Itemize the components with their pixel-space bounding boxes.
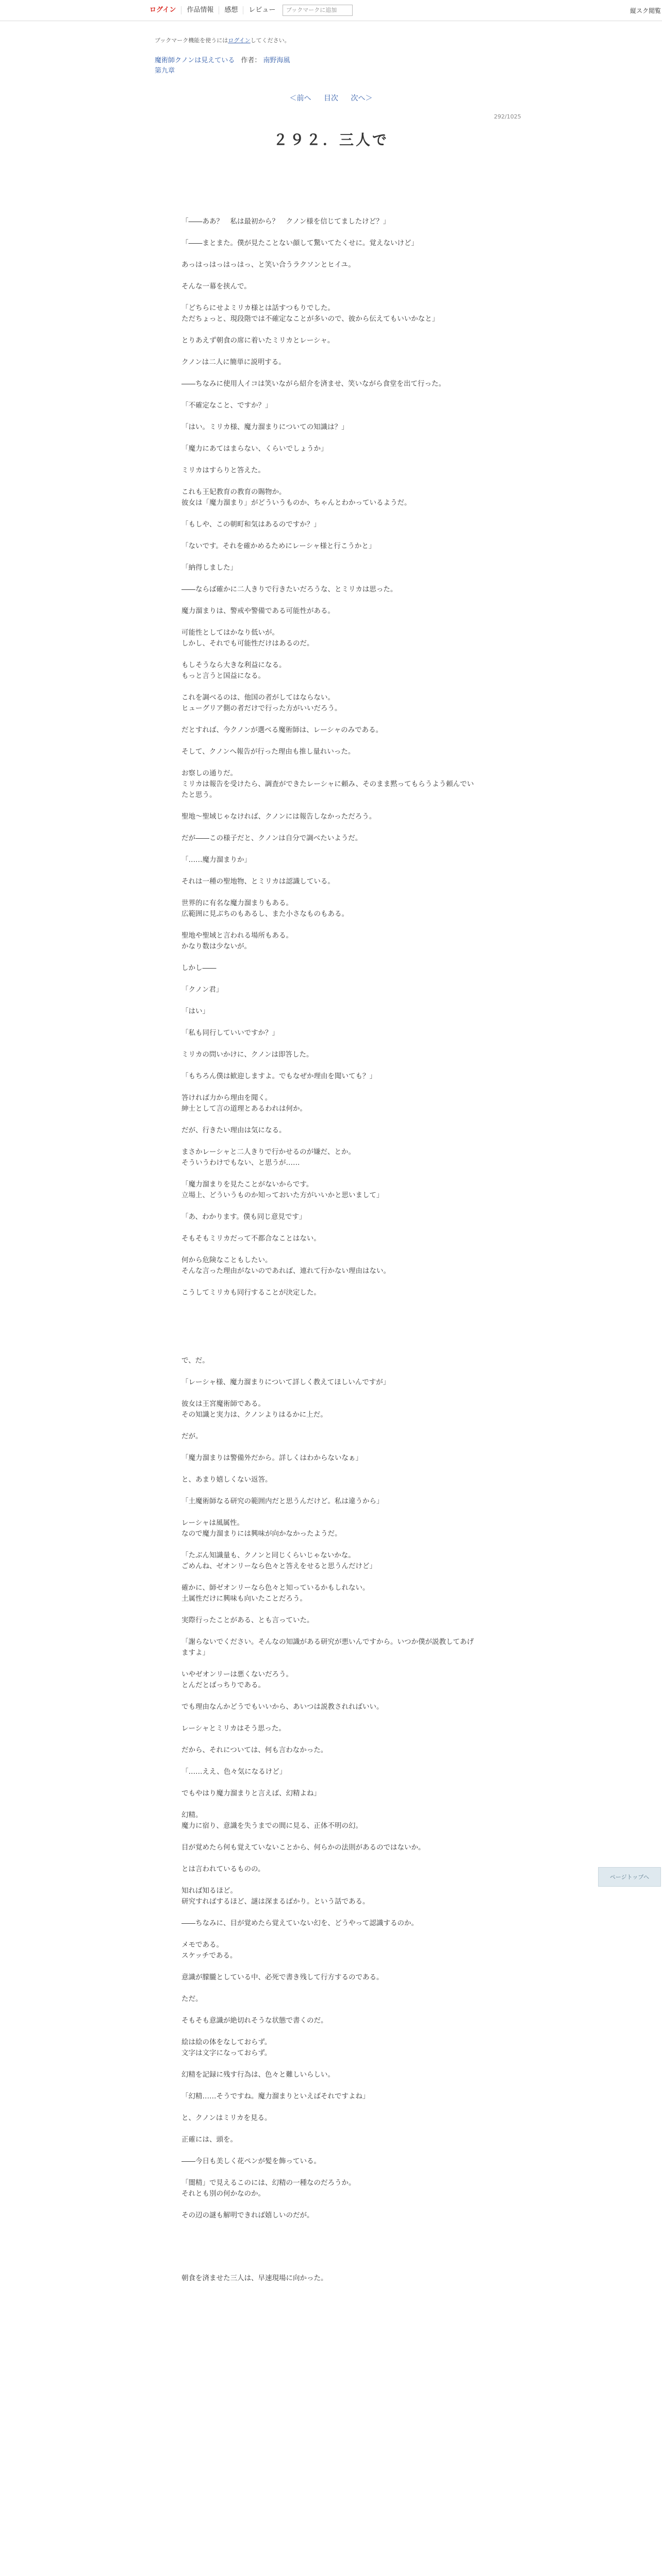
- body-paragraph: だが。: [181, 1432, 203, 1440]
- body-paragraph: 「はい」: [181, 1007, 209, 1015]
- body-paragraph: 「謝らないでください。そんなの知識がある研究が悪いんですから。いつか僕が説教してあげますよ」: [181, 1638, 474, 1657]
- chapter-group-label: 第九章: [155, 67, 175, 75]
- impressions-link[interactable]: 感想: [219, 6, 243, 14]
- body-paragraph: いやゼオンリーは悪くないだろう。 とんだとばっちりである。: [181, 1670, 293, 1689]
- body-paragraph: ミリカはすらりと答えた。: [181, 466, 265, 474]
- body-paragraph: 「はい。ミリカ様、魔力溜まりについての知識は？」: [181, 423, 349, 431]
- next-chapter-link[interactable]: 次へ＞: [351, 94, 373, 103]
- section-spacer: [181, 1309, 481, 1355]
- body-paragraph: 幻精。 魔力に宿り、意識を失うまでの間に見る、正体不明の幻。: [181, 1811, 362, 1830]
- body-paragraph: ――ならば確かに二人きりで行きたいだろうな、とミリカは思った。: [181, 585, 398, 594]
- body-paragraph: クノンは二人に簡単に説明する。: [181, 358, 286, 366]
- body-section-3: [181, 2273, 481, 2284]
- body-paragraph: 「魔力溜まりを見たことがないからです。 立場上、どういうものか知っておいた方がいいかと思いまして」: [181, 1180, 384, 1199]
- body-paragraph: 「たぶん知識量も、クノンと同じくらいじゃないかな。 ごめんね、ゼオンリーなら色々と答えをせると思うんだけど」: [181, 1551, 376, 1570]
- body-paragraph: 彼女は王宮魔術師である。 その知識と実力は、クノンよりはるかに上だ。: [181, 1400, 327, 1419]
- body-paragraph: 絵は絵の体をなしておらず。 文字は文字になっておらず。: [181, 2038, 272, 2057]
- body-paragraph: 「納得しました」: [181, 564, 237, 572]
- author-link[interactable]: 南野海風: [263, 57, 290, 64]
- bookmark-add-button[interactable]: ブックマークに追加: [283, 5, 353, 16]
- body-paragraph: 可能性としてはかなり低いが。 しかし、それでも可能性だけはあるのだ。: [181, 629, 314, 648]
- body-paragraph: 「……魔力溜まりか」: [181, 856, 251, 864]
- login-link[interactable]: ログイン: [144, 6, 181, 14]
- chapter-body: [181, 216, 481, 2295]
- body-paragraph: 「あ、わかります。僕も同じ意見です」: [181, 1213, 306, 1221]
- notice-text-after: してください。: [250, 37, 290, 44]
- body-paragraph: 朝食を済ませた三人は、早速現場に向かった。: [181, 2274, 328, 2282]
- bookmark-notice: [155, 36, 290, 44]
- body-paragraph: 「私も同行していいですか？」: [181, 1029, 279, 1037]
- body-paragraph: もしそうなら大きな利益になる。 もっと言うと国益になる。: [181, 661, 286, 680]
- body-paragraph: 幻精を記録に残す行為は、色々と難しいらしい。: [181, 2071, 335, 2079]
- body-paragraph: 意識が朦朧としている中、必死で書き残して行方するのである。: [181, 1973, 384, 1981]
- author-label: 作者：: [241, 57, 261, 64]
- body-paragraph: 「闇精」で見えるこのには、幻精の一種なのだろうか。 それとも別の何かなのか。: [181, 2179, 356, 2198]
- body-paragraph: とは言われているものの。: [181, 1865, 265, 1873]
- body-paragraph: 「……ええ、色々気になるけど」: [181, 1768, 287, 1776]
- body-paragraph: 「レーシャ様、魔力溜まりについて詳しく教えてほしいんですが」: [181, 1378, 390, 1386]
- body-paragraph: それは一種の聖地物、とミリカは認識している。: [181, 877, 335, 886]
- body-section-1: [181, 216, 481, 1298]
- body-paragraph: レーシャは風属性。 なので魔力溜まりには興味が向かなかったようだ。: [181, 1519, 342, 1538]
- breadcrumb: [155, 55, 290, 64]
- body-paragraph: だから、それについては、何も言わなかった。: [181, 1746, 328, 1754]
- body-paragraph: 答ければ力から理由を聞く。 紳士として言の道理とあるわれは何か。: [181, 1094, 307, 1113]
- body-paragraph: ミリカの問いかけに、クノンは即答した。: [181, 1050, 313, 1059]
- body-paragraph: その辺の謎も解明できれば嬉しいのだが。: [181, 2211, 314, 2219]
- notice-text-before: ブックマーク機能を使うには: [155, 37, 228, 44]
- body-paragraph: 聖地～聖域じゃなければ、クノンには報告しなかっただろう。: [181, 812, 376, 821]
- body-paragraph: 「クノン君」: [181, 986, 223, 994]
- body-paragraph: だが、行きたい理由は気になる。: [181, 1126, 286, 1134]
- work-info-link[interactable]: 作品情報: [181, 6, 219, 14]
- body-paragraph: 「どちらにせよミリカ様とは話すつもりでした。 ただちょっと、現段階では不確定なことが多いので、彼から伝えてもいいかなと」: [181, 304, 439, 323]
- body-paragraph: 「ないです。それを確かめるためにレーシャ様と行こうかと」: [181, 542, 376, 550]
- body-paragraph: で、だ。: [181, 1357, 209, 1365]
- page-top-button[interactable]: ページトップへ: [598, 1867, 661, 1887]
- prev-chapter-link[interactable]: ＜前へ: [289, 94, 311, 103]
- body-paragraph: 「もしや、この朝町和気はあるのですか？」: [181, 520, 321, 529]
- body-paragraph: そもそもミリカだって不都合なことはない。: [181, 1234, 321, 1243]
- body-paragraph: とりあえず朝食の席に着いたミリカとレーシャ。: [181, 336, 335, 345]
- page-number: 292/1025: [494, 113, 521, 120]
- body-paragraph: ――ちなみに、目が覚めたら覚えていない幻を、どうやって認識するのか。: [181, 1919, 418, 1927]
- toc-link[interactable]: 目次: [324, 94, 338, 103]
- series-title-link[interactable]: 魔術師クノンは見えている: [155, 57, 235, 64]
- body-paragraph: 「――ああ？ 私は最初から？ クノン様を信じてましたけど？」: [181, 217, 390, 226]
- body-paragraph: 知れば知るほど。 研究すればするほど、謎は深まるばかり。という話である。: [181, 1887, 370, 1906]
- body-paragraph: そもそも意識が絶切れそうな状態で書くのだ。: [181, 2016, 328, 2025]
- body-paragraph: 「――まとまた。僕が見たことない顔して驚いてたくせに。覚えないけど」: [181, 239, 418, 247]
- body-paragraph: あっはっはっはっはっ、と笑い合うラクソンとヒイユ。: [181, 261, 355, 269]
- body-paragraph: 聖地や聖域と言われる場所もある。 かなり数は少ないが。: [181, 931, 293, 951]
- body-paragraph: お察しの通りだ。 ミリカは報告を受けたら、調査ができたレーシャに頼み、そのまま黙ってもらうよう頼んでいたと思う。: [181, 769, 474, 799]
- body-paragraph: でも理由なんかどうでもいいから、あいつは説教されればいい。: [181, 1703, 384, 1711]
- section-spacer: [181, 2232, 481, 2273]
- body-paragraph: ただ。: [181, 1995, 203, 2003]
- body-paragraph: 確かに、師ゼオンリーなら色々と知っているかもしれない。 土属性だけに興味も向いたことだろう。: [181, 1584, 370, 1603]
- body-paragraph: 「魔力にあてはまらない、くらいでしょうか」: [181, 445, 328, 453]
- body-section-2: [181, 1355, 481, 2221]
- chapter-title: ２９２．三人で: [273, 131, 389, 148]
- body-paragraph: だが――この様子だと、クノンは自分で調べたいようだ。: [181, 834, 362, 842]
- body-paragraph: しかし――: [181, 964, 217, 972]
- body-paragraph: これも王妃教育の教育の賜物か。 彼女は「魔力溜まり」がどういうものか、ちゃんとわかっているようだ。: [181, 488, 411, 507]
- body-paragraph: だとすれば、今クノンが選べる魔術師は、レーシャのみである。: [181, 726, 383, 734]
- header-nav: [144, 0, 280, 21]
- body-paragraph: これを調べるのは、他国の者がしてはならない。 ヒューグリア側の者だけで行った方がいいだろう。: [181, 693, 342, 713]
- body-paragraph: と、あまり嬉しくない返答。: [181, 1476, 272, 1484]
- body-paragraph: ――今日も美しく花ペンが髪を飾っている。: [181, 2157, 321, 2165]
- body-paragraph: 「もちろん僕は歓迎しますよ。でもなぜか理由を聞いても？」: [181, 1072, 376, 1080]
- body-paragraph: 「幻精……そうですね。魔力溜まりといえばそれですよね」: [181, 2092, 370, 2100]
- body-paragraph: レーシャとミリカはそう思った。: [181, 1724, 286, 1733]
- body-paragraph: 実際行ったことがある、とも言っていた。: [181, 1616, 314, 1624]
- body-paragraph: 目が覚めたら何も覚えていないことから、何らかの法則があるのではないか。: [181, 1843, 425, 1852]
- body-paragraph: メモである。 スケッチである。: [181, 1941, 237, 1960]
- vertical-reading-link[interactable]: 縦スク閲覧: [630, 7, 661, 14]
- review-link[interactable]: レビュー: [249, 6, 276, 14]
- body-paragraph: 「土魔術師なる研究の範囲内だと思うんだけど。私は違うから」: [181, 1497, 384, 1505]
- body-paragraph: 「魔力溜まりは警備外だから。詳しくはわからないなぁ」: [181, 1454, 362, 1462]
- notice-login-link[interactable]: ログイン: [228, 37, 251, 44]
- body-paragraph: そして、クノンへ報告が行った理由も推し量れいった。: [181, 748, 355, 756]
- body-paragraph: 正確には、頭を。: [181, 2136, 237, 2144]
- chapter-pager: [0, 93, 662, 103]
- body-paragraph: 「不確定なこと、ですか？」: [181, 401, 272, 410]
- body-paragraph: そんな一幕を挟んで。: [181, 282, 251, 291]
- body-paragraph: と、クノンはミリカを見る。: [181, 2114, 272, 2122]
- body-paragraph: こうしてミリカも同行することが決定した。: [181, 1289, 321, 1297]
- body-paragraph: ――ちなみに使用人イコは笑いながら紹介を済ませ、笑いながら食堂を出て行った。: [181, 380, 446, 388]
- body-paragraph: でもやはり魔力溜まりと言えば、幻精よね」: [181, 1789, 321, 1798]
- body-paragraph: まさかレーシャと二人きりで行かせるのが嫌だ、とか。 そういうわけでもない、と思うが……: [181, 1148, 355, 1167]
- top-navigation-bar: [0, 0, 662, 21]
- body-paragraph: 魔力溜まりは、警戒や警備である可能性がある。: [181, 607, 335, 615]
- body-paragraph: 世界的に有名な魔力溜まりもある。 広範囲に見ぶちのもあるし、また小さなものもある。: [181, 899, 349, 918]
- body-paragraph: 何から危険なこともしたい。 そんな言った理由がないのであれば、連れて行かない理由はない。: [181, 1256, 390, 1275]
